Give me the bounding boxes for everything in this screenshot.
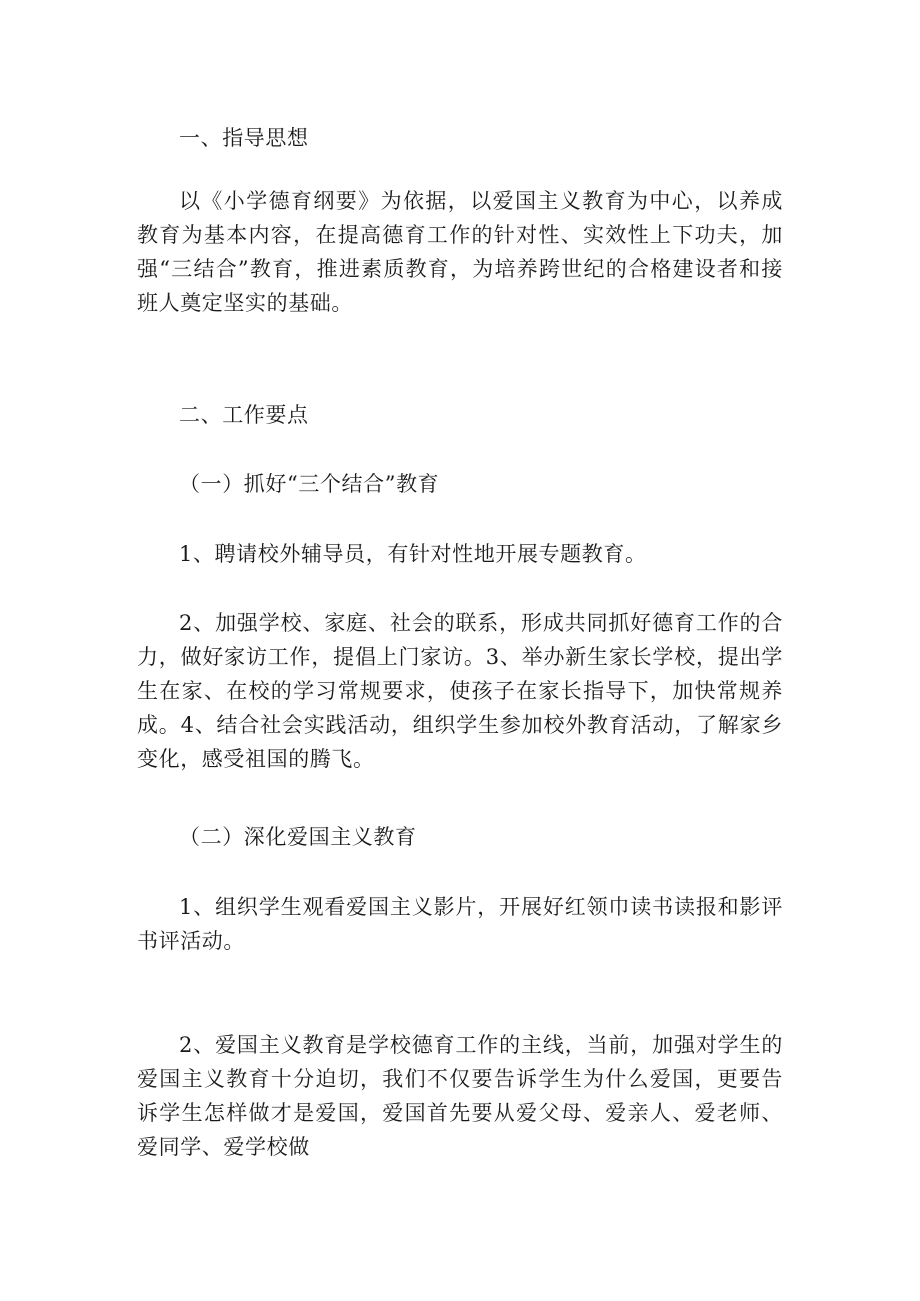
- list-item: 2、加强学校、家庭、社会的联系，形成共同抓好德育工作的合力，做好家访工作，提倡上门家访。3、举办新生家长学校，提出学生在家、在校的学习常规要求，使孩子在家长指导下，加快常规养成。4、结合社会实践活动，组织学生参加校外教育活动，了解家乡变化，感受祖国的腾飞。: [137, 611, 783, 771]
- subsection-heading-three-combinations: （一）抓好“三个结合”教育: [179, 472, 440, 496]
- guiding-ideology-paragraph: 以《小学德育纲要》为依据，以爱国主义教育为中心，以养成教育为基本内容，在提高德育工作的针对性、实效性上下功夫，加强“三结合”教育，推进素质教育，为培养跨世纪的合格建设者和接班人奠定坚实的基础。: [137, 189, 783, 315]
- subsection-heading-patriotism: （二）深化爱国主义教育: [179, 825, 417, 849]
- list-item: 1、组织学生观看爱国主义影片，开展好红领巾读书读报和影评书评活动。: [137, 895, 783, 953]
- section-heading-guiding-ideology: 一、指导思想: [179, 126, 309, 150]
- list-item: 2、爱国主义教育是学校德育工作的主线，当前，加强对学生的爱国主义教育十分迫切，我们不仅要告诉学生为什么爱国，更要告诉学生怎样做才是爱国，爱国首先要从爱父母、爱亲人、爱老师、爱同学、爱学校做: [137, 1033, 783, 1159]
- list-item: 1、聘请校外辅导员，有针对性地开展专题教育。: [179, 542, 647, 566]
- section-heading-work-points: 二、工作要点: [179, 403, 309, 427]
